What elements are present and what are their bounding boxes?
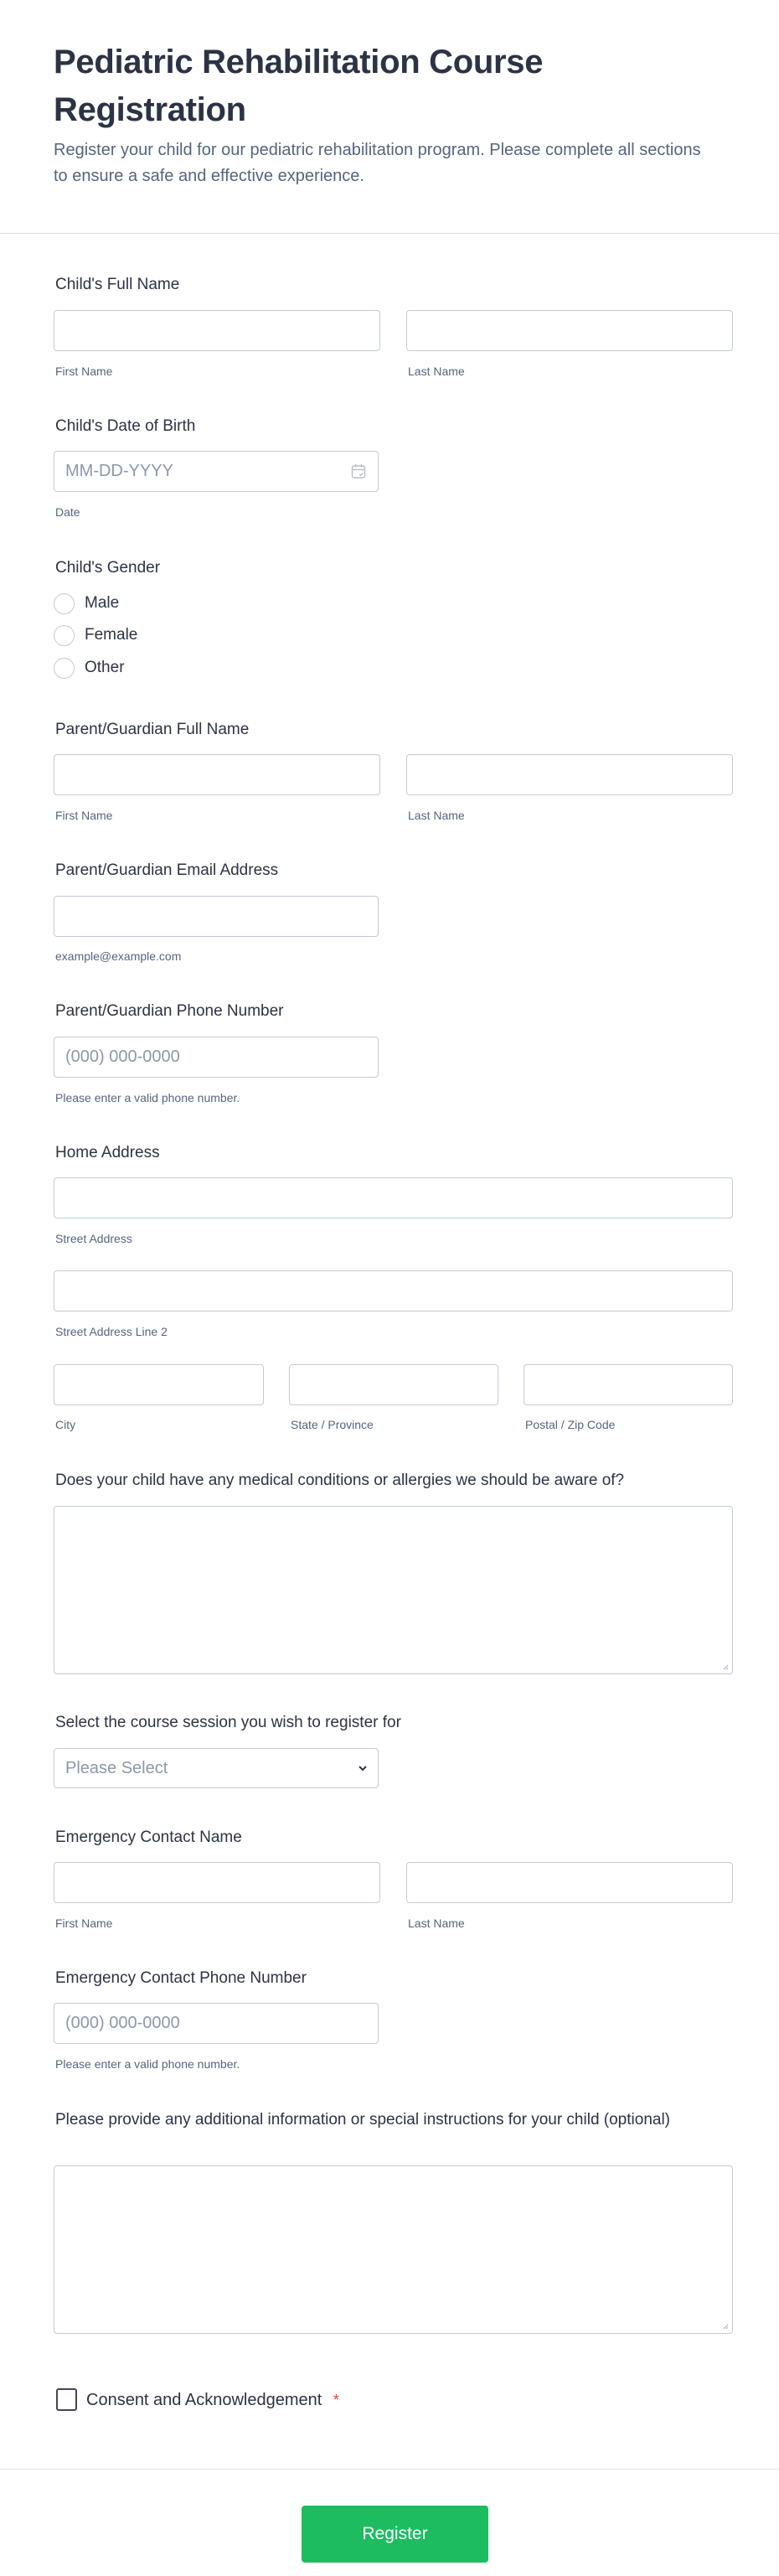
additional-info-label: Please provide any additional information or special instructions for your child (optional) [55, 2111, 670, 2129]
parent-email-label: Parent/Guardian Email Address [55, 861, 279, 879]
emergency-phone-sublabel: Please enter a valid phone number. [55, 2057, 240, 2071]
state-input[interactable] [289, 1364, 498, 1405]
parent-first-name-input[interactable] [54, 754, 380, 795]
gender-option-male-label[interactable]: Male [85, 594, 120, 612]
additional-info-textarea[interactable] [54, 2165, 733, 2334]
gender-radio-male[interactable] [54, 593, 75, 614]
required-asterisk: * [333, 2392, 339, 2408]
medical-conditions-label: Does your child have any medical conditions or allergies we should be aware of? [55, 1472, 625, 1489]
child-first-name-sublabel: First Name [55, 365, 113, 378]
consent-checkbox[interactable] [56, 2388, 77, 2411]
medical-conditions-textarea[interactable] [54, 1506, 733, 1674]
parent-name-label: Parent/Guardian Full Name [55, 721, 250, 738]
city-input[interactable] [54, 1364, 264, 1405]
form-description: Register your child for our pediatric rehabilitation program. Please complete all sections to ensure a safe and effective experience. [54, 141, 701, 185]
consent-label-text: Consent and Acknowledgement [86, 2391, 322, 2409]
child-first-name-input[interactable] [54, 310, 380, 351]
consent-label[interactable] [86, 2390, 339, 2410]
emergency-last-name-sublabel: Last Name [408, 1916, 465, 1930]
emergency-name-label: Emergency Contact Name [55, 1829, 242, 1846]
child-last-name-input[interactable] [406, 310, 733, 351]
gender-radio-other[interactable] [54, 658, 75, 679]
street-address-sublabel: Street Address [55, 1232, 132, 1245]
emergency-first-name-input[interactable] [54, 1862, 380, 1903]
zip-input[interactable] [524, 1364, 733, 1405]
chevron-down-icon [358, 1764, 368, 1772]
street-address-line2-sublabel: Street Address Line 2 [55, 1325, 168, 1338]
header-divider [0, 233, 779, 234]
calendar-icon[interactable] [351, 463, 366, 479]
home-address-label: Home Address [55, 1144, 160, 1161]
gender-option-other-label[interactable]: Other [85, 659, 125, 676]
form-title: Pediatric Rehabilitation Course Registration [54, 44, 544, 128]
state-sublabel: State / Province [291, 1418, 374, 1431]
footer-divider [0, 2469, 779, 2470]
dob-placeholder: MM-DD-YYYY [65, 462, 173, 480]
course-session-placeholder: Please Select [65, 1759, 168, 1777]
zip-sublabel: Postal / Zip Code [525, 1418, 616, 1431]
emergency-phone-placeholder: (000) 000-0000 [65, 2014, 180, 2032]
emergency-first-name-sublabel: First Name [55, 1916, 113, 1930]
course-session-label: Select the course session you wish to register for [55, 1714, 401, 1731]
resize-grip-icon[interactable] [722, 2323, 729, 2330]
child-name-label: Child's Full Name [55, 276, 180, 293]
course-session-select[interactable] [54, 1748, 379, 1788]
street-address-input[interactable] [54, 1177, 733, 1218]
parent-phone-placeholder: (000) 000-0000 [65, 1047, 180, 1066]
parent-email-input[interactable] [54, 896, 379, 937]
register-button[interactable]: Register [302, 2506, 488, 2563]
child-dob-label: Child's Date of Birth [55, 417, 196, 435]
child-dob-input[interactable] [54, 451, 379, 492]
city-sublabel: City [55, 1418, 76, 1431]
emergency-phone-input[interactable] [54, 2003, 379, 2044]
parent-phone-label: Parent/Guardian Phone Number [55, 1002, 284, 1020]
resize-grip-icon[interactable] [722, 1663, 729, 1670]
emergency-last-name-input[interactable] [406, 1862, 733, 1903]
emergency-phone-label: Emergency Contact Phone Number [55, 1969, 307, 1987]
gender-option-female-label[interactable]: Female [85, 626, 138, 644]
child-gender-label: Child's Gender [55, 559, 161, 577]
parent-email-sublabel: example@example.com [55, 949, 182, 963]
parent-phone-input[interactable] [54, 1037, 379, 1078]
parent-last-name-sublabel: Last Name [408, 809, 465, 822]
dob-sublabel: Date [55, 505, 80, 519]
child-last-name-sublabel: Last Name [408, 365, 465, 378]
parent-last-name-input[interactable] [406, 754, 733, 795]
gender-radio-female[interactable] [54, 625, 75, 646]
street-address-line2-input[interactable] [54, 1270, 733, 1311]
parent-phone-sublabel: Please enter a valid phone number. [55, 1091, 240, 1104]
parent-first-name-sublabel: First Name [55, 809, 113, 822]
